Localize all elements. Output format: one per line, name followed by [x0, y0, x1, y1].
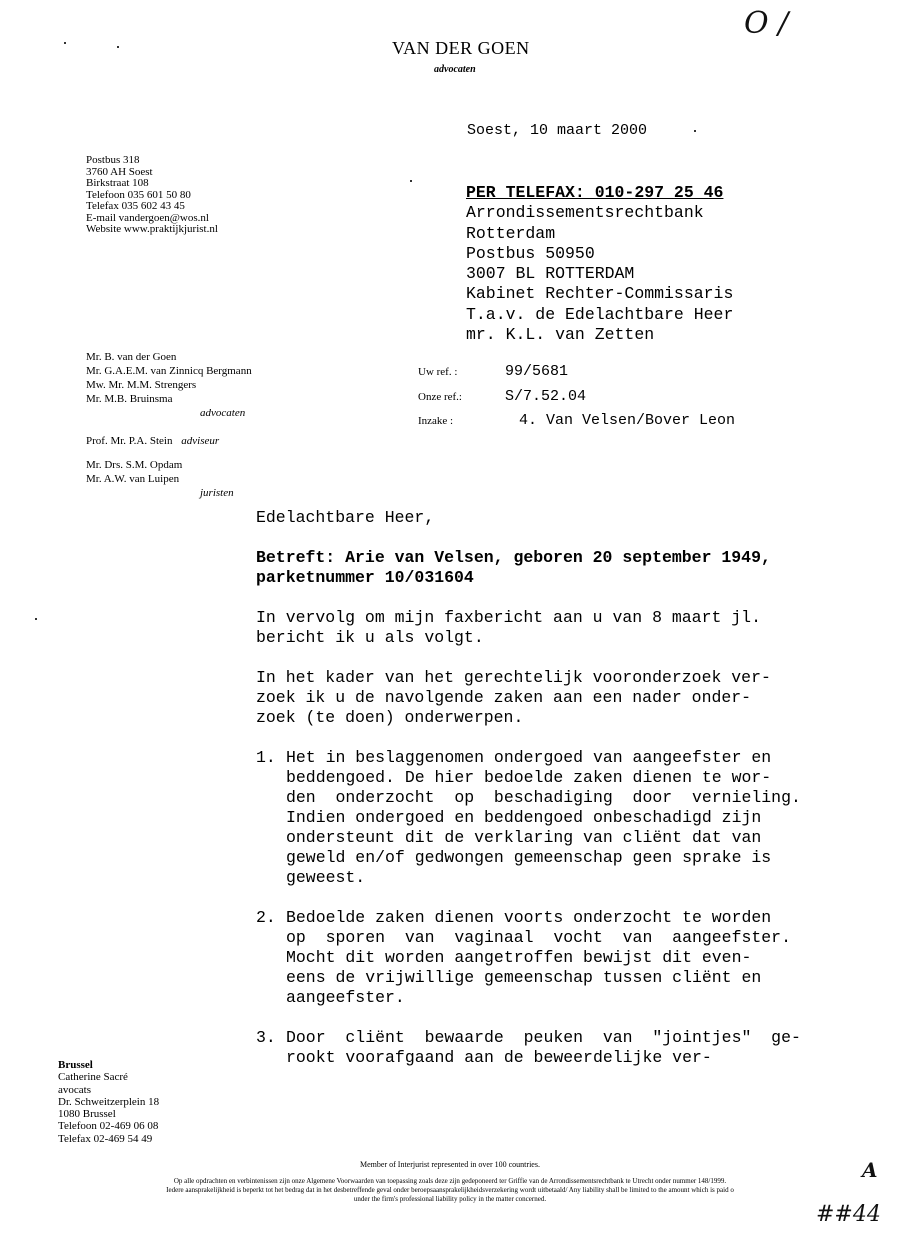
- office-line: E-mail vandergoen@wos.nl: [86, 211, 209, 224]
- brussel-line: Telefax 02-469 54 49: [58, 1132, 153, 1145]
- item-line: beddengoed. De hier bedoelde zaken dienen te wor-: [286, 768, 772, 787]
- paragraph-line: In het kader van het gerechtelijk vooronderzoek ver-: [256, 668, 771, 687]
- disclaimer-line: Op alle opdrachten en verbintenissen zijn onze Algemene Voorwaarden van toepassing zoals deze zijn gedeponeerd ter Griffie van de Arrondissementsrechtbank te Utrecht onder nummer 148/1999.: [173, 1177, 727, 1185]
- letter-date: Soest, 10 maart 2000: [467, 122, 648, 139]
- paragraph-line: zoek ik u de navolgende zaken aan een nader onder-: [256, 688, 752, 707]
- address-line: 3007 BL ROTTERDAM: [466, 264, 635, 284]
- handwritten-corner-mark: O /: [744, 6, 789, 41]
- handwritten-a-mark: A: [862, 1158, 878, 1182]
- item-number: 2.: [256, 908, 276, 927]
- jurists-role: juristen: [200, 487, 234, 499]
- intro-line: In vervolg om mijn faxbericht aan u van 8 maart jl.: [256, 608, 761, 627]
- reference-value: 99/5681: [505, 363, 569, 380]
- item-line: Door cliënt bewaarde peuken van "jointjes" ge-: [286, 1028, 801, 1047]
- address-line: Arrondissementsrechtbank: [466, 203, 704, 223]
- address-line: T.a.v. de Edelachtbare Heer: [466, 304, 734, 324]
- paragraph-line: zoek (te doen) onderwerpen.: [256, 708, 524, 727]
- scan-speck: [694, 130, 696, 132]
- advisor-line: [86, 434, 252, 448]
- disclaimer: [30, 1177, 870, 1204]
- office-line: Birkstraat 108: [86, 177, 149, 189]
- reference-label: Onze ref.:: [418, 391, 462, 403]
- office-line: 3760 AH Soest: [86, 165, 153, 178]
- office-contact-block: [86, 155, 218, 236]
- address-line: Kabinet Rechter-Commissaris: [466, 284, 734, 304]
- disclaimer-line: Iedere aansprakelijkheid is beperkt tot het bedrag dat in het desbetreffende geval onder beroepsaansprakelijkheidsverzekering wordt uitbetaald/ Any liability shall be limited to the amount which is paid o: [166, 1186, 734, 1194]
- item-line: geweld en/of gedwongen gemeenschap geen sprake is: [286, 848, 772, 867]
- item-line: op sporen van vaginaal vocht van aangeefster.: [286, 928, 791, 947]
- item-line: eens de vrijwillige gemeenschap tussen cliënt en: [286, 968, 762, 987]
- scan-speck: [117, 46, 119, 48]
- handwritten-page-mark: ##44: [816, 1202, 881, 1227]
- reference-label: Uw ref. :: [418, 366, 458, 378]
- reference-value: S/7.52.04: [505, 388, 587, 405]
- scan-speck: [64, 42, 66, 44]
- jurist-name: Mr. Drs. S.M. Opdam: [86, 459, 183, 471]
- office-line: Website www.praktijkjurist.nl: [86, 223, 218, 235]
- brussel-line: avocats: [58, 1083, 91, 1096]
- item-line: geweest.: [286, 868, 366, 887]
- address-line: Postbus 50950: [466, 243, 595, 263]
- office-line: Postbus 318: [86, 154, 140, 166]
- item-line: Indien ondergoed en beddengoed onbeschadigd zijn: [286, 808, 762, 827]
- address-line: mr. K.L. van Zetten: [466, 325, 655, 345]
- recipient-address: [466, 183, 733, 345]
- firm-name: VAN DER GOEN: [392, 38, 530, 58]
- numbered-item: [256, 908, 816, 1008]
- numbered-item: [256, 1028, 816, 1068]
- item-line: aangeefster.: [286, 988, 405, 1007]
- letter-body: [256, 508, 816, 1068]
- brussel-line: Dr. Schweitzerplein 18: [58, 1095, 160, 1108]
- item-line: Mocht dit worden aangetroffen bewijst dit even-: [286, 948, 752, 967]
- office-line: Telefax 035 602 43 45: [86, 200, 185, 212]
- scan-speck: [410, 180, 412, 182]
- reference-value: 4. Van Velsen/Bover Leon: [519, 412, 736, 429]
- brussel-line: Telefoon 02-469 06 08: [58, 1120, 159, 1133]
- item-line: rookt voorafgaand aan de beweerdelijke ver-: [286, 1048, 712, 1067]
- item-number: 1.: [256, 748, 276, 767]
- item-number: 3.: [256, 1028, 276, 1047]
- reference-label: Inzake :: [418, 415, 454, 427]
- fax-line: PER TELEFAX: 010-297 25 46: [466, 183, 724, 202]
- item-line: den onderzocht op beschadiging door vernieling.: [286, 788, 801, 807]
- lawyers-role: advocaten: [200, 407, 246, 419]
- lawyer-name: Mr. B. van der Goen: [86, 351, 177, 363]
- disclaimer-line: under the firm's professional liability policy in the matter concerned.: [353, 1195, 547, 1203]
- membership-note: Member of Interjurist represented in over 100 countries.: [360, 1160, 540, 1169]
- item-line: Het in beslaggenomen ondergoed van aangeefster en: [286, 748, 772, 767]
- advisor-name: Prof. Mr. P.A. Stein: [86, 435, 173, 447]
- salutation: Edelachtbare Heer,: [256, 508, 435, 527]
- brussel-office-block: [58, 1059, 159, 1145]
- lawyer-name: Mr. G.A.E.M. van Zinnicq Bergmann: [86, 365, 252, 377]
- brussel-line: 1080 Brussel: [58, 1108, 116, 1121]
- brussel-line: Brussel: [58, 1059, 93, 1071]
- subject-block: [256, 548, 816, 588]
- brussel-line: Catherine Sacré: [58, 1071, 128, 1084]
- subject-line: parketnummer 10/031604: [256, 568, 474, 587]
- address-line: Rotterdam: [466, 223, 556, 243]
- office-line: Telefoon 035 601 50 80: [86, 188, 191, 201]
- lawyer-name: Mr. M.B. Bruinsma: [86, 393, 173, 405]
- lawyers-list: [86, 350, 252, 500]
- item-line: Bedoelde zaken dienen voorts onderzocht te worden: [286, 908, 772, 927]
- advisor-role: adviseur: [181, 435, 220, 447]
- jurist-name: Mr. A.W. van Luipen: [86, 473, 180, 485]
- subject-line: Betreft: Arie van Velsen, geboren 20 september 1949,: [256, 548, 771, 567]
- intro-line: bericht ik u als volgt.: [256, 628, 484, 647]
- lawyer-name: Mw. Mr. M.M. Strengers: [86, 379, 197, 391]
- firm-subtitle: advocaten: [434, 64, 476, 75]
- item-line: ondersteunt dit de verklaring van cliënt dat van: [286, 828, 762, 847]
- scan-speck: [35, 618, 37, 620]
- numbered-item: [256, 748, 816, 888]
